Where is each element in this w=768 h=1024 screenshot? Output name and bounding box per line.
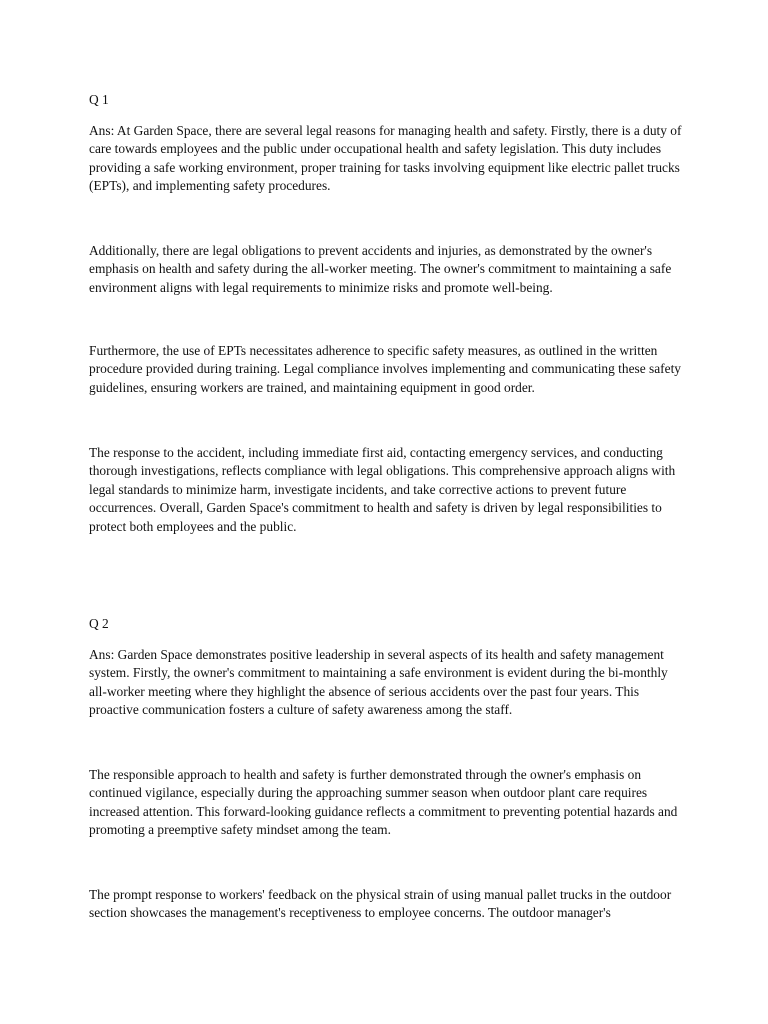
question-2-heading: Q 2	[89, 616, 109, 631]
q1-paragraph-2: Additionally, there are legal obligations to prevent accidents and injuries, as demonstrated by the owner's emphasis on health and safety during the all-worker meeting. The owner's commitment to maintaining a safe environment aligns with legal requirements to minimize risks and promote well-being.	[89, 243, 672, 295]
q2-paragraph-3: The prompt response to workers' feedback on the physical strain of using manual pallet trucks in the outdoor section showcases the management's receptiveness to employee concerns. The outdoor manager's	[89, 887, 672, 921]
q2-paragraph-2: The responsible approach to health and safety is further demonstrated through the owner's emphasis on continued vigilance, especially during the approaching summer season when outdoor plant care requires increased attention. This forward-looking guidance reflects a commitment to preventing potential hazards and promoting a preemptive safety mindset among the team.	[89, 767, 678, 838]
q1-paragraph-3: Furthermore, the use of EPTs necessitates adherence to specific safety measures, as outlined in the written procedure provided during training. Legal compliance involves implementing and communicating these safety guidelines, ensuring workers are trained, and maintaining equipment in good order.	[89, 343, 681, 395]
q1-paragraph-4: The response to the accident, including immediate first aid, contacting emergency services, and conducting thorough investigations, reflects compliance with legal obligations. This comprehensive approach aligns with legal standards to minimize harm, investigate incidents, and take corrective actions to prevent future occurrences. Overall, Garden Space's commitment to health and safety is driven by legal responsibilities to protect both employees and the public.	[89, 445, 676, 534]
q1-paragraph-1: Ans: At Garden Space, there are several legal reasons for managing health and safety. Firstly, there is a duty of care towards employees and the public under occupational health and safety legislation. This duty includes providing a safe working environment, proper training for tasks involving equipment like electric pallet trucks (EPTs), and implementing safety procedures.	[89, 123, 682, 194]
q2-paragraph-1: Ans: Garden Space demonstrates positive leadership in several aspects of its health and safety management system. Firstly, the owner's commitment to maintaining a safe environment is evident during the bi-monthly all-worker meeting where they highlight the absence of serious accidents over the past four years. This proactive communication fosters a culture of safety awareness among the staff.	[89, 647, 668, 718]
question-1-heading: Q 1	[89, 92, 109, 107]
